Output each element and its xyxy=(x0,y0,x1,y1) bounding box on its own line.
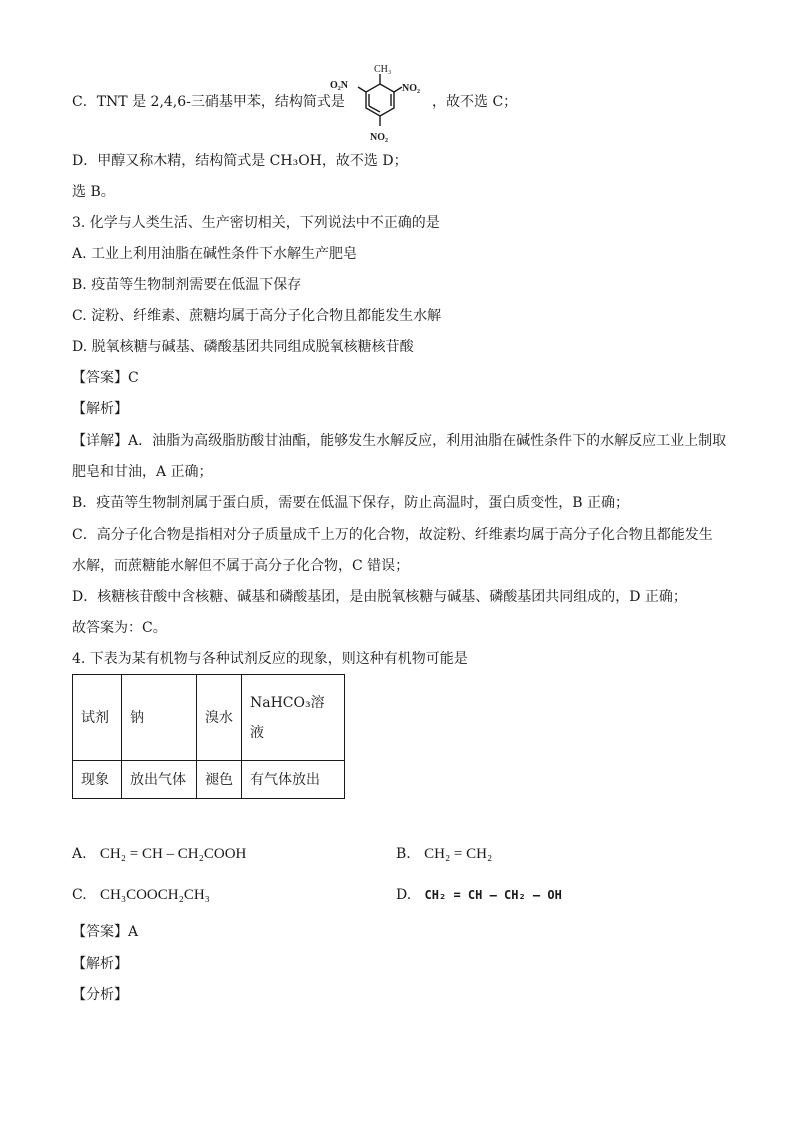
question-3-answer: 【答案】C xyxy=(72,370,139,386)
question-3-option-d: D. 脱氧核糖与碱基、磷酸基团共同组成脱氧核糖核苷酸 xyxy=(72,339,414,355)
choose-b-line: 选 B。 xyxy=(72,184,115,200)
question-3-stem: 3. 化学与人类生活、生产密切相关，下列说法中不正确的是 xyxy=(72,215,440,231)
option-c-explanation-suffix: ，故不选 C； xyxy=(432,94,518,110)
option-formula: CH₂ = CH – CH₂ – OH xyxy=(424,888,562,902)
question-3-analysis-heading: 【解析】 xyxy=(72,401,128,417)
ch3-label: CH₃ xyxy=(374,64,392,75)
table-cell: 现象 xyxy=(73,761,122,799)
question-4-option-b xyxy=(396,844,492,864)
question-3-option-b: B. 疫苗等生物制剂需要在低温下保存 xyxy=(72,277,302,293)
table-cell: 钠 xyxy=(122,675,197,761)
no2-right-label: NO₂ xyxy=(402,83,420,94)
table-cell: 放出气体 xyxy=(122,761,197,799)
option-formula: CH₂ = CH₂ xyxy=(424,846,493,862)
option-label: B. xyxy=(396,846,411,862)
benzene-ring xyxy=(366,84,394,116)
question-3-option-c: C. 淀粉、纤维素、蔗糖均属于高分子化合物且都能发生水解 xyxy=(72,308,442,324)
reaction-table xyxy=(72,674,345,799)
no2-bottom-label: NO₂ xyxy=(370,132,388,143)
detail-c-line-1: C．高分子化合物是指相对分子质量成千上万的化合物，故淀粉、纤维素均属于高分子化合物且都能发生 xyxy=(72,527,713,543)
question-3-option-a: A. 工业上利用油脂在碱性条件下水解生产肥皂 xyxy=(72,246,358,262)
detail-a-line-2: 肥皂和甘油，A 正确； xyxy=(72,464,213,480)
question-4-option-d xyxy=(396,885,562,905)
option-label: C. xyxy=(72,887,87,903)
question-4-analysis-heading: 【解析】 xyxy=(72,956,128,972)
question-4-answer: 【答案】A xyxy=(72,924,139,940)
table-cell: 溴水 xyxy=(197,675,242,761)
option-d-explanation: D．甲醇又称木精，结构简式是 CH₃OH，故不选 D； xyxy=(72,153,408,169)
detail-d-line: D．核糖核苷酸中含核糖、碱基和磷酸基团，是由脱氧核糖与碱基、磷酸基团共同组成的，D 正确； xyxy=(72,589,687,605)
table-cell-nahco3 xyxy=(242,675,345,761)
option-formula: CH₂ = CH – CH₂COOH xyxy=(99,846,247,862)
table-cell-text: NaHCO₃溶 xyxy=(250,694,325,711)
tnt-structure-diagram xyxy=(328,60,432,146)
detail-b-line: B．疫苗等生物制剂属于蛋白质，需要在低温下保存，防止高温时，蛋白质变性，B 正确； xyxy=(72,495,630,511)
option-c-explanation-prefix: C．TNT 是 2,4,6-三硝基甲苯，结构简式是 xyxy=(72,94,345,110)
table-cell: 有气体放出 xyxy=(242,761,345,799)
no2-left-label: O₂N xyxy=(330,80,348,91)
detail-c-line-2: 水解，而蔗糖能水解但不属于高分子化合物，C 错误； xyxy=(72,558,410,574)
option-formula: CH₃COOCH₂CH₃ xyxy=(100,887,210,903)
table-cell: 褪色 xyxy=(197,761,242,799)
detail-a-line-1: 【详解】A．油脂为高级脂肪酸甘油酯，能够发生水解反应，利用油脂在碱性条件下的水解反应工业上制取 xyxy=(72,433,727,449)
option-label: A. xyxy=(72,846,87,862)
table-row xyxy=(73,761,345,799)
question-4-option-c xyxy=(72,885,210,905)
question-4-stem: 4. 下表为某有机物与各种试剂反应的现象，则这种有机物可能是 xyxy=(72,651,468,667)
option-label: D. xyxy=(396,887,412,903)
conclusion-line: 故答案为：C。 xyxy=(72,620,167,636)
table-cell: 试剂 xyxy=(73,675,122,761)
table-cell-text: 液 xyxy=(250,724,264,741)
question-4-fenxi-heading: 【分析】 xyxy=(72,987,128,1003)
table-row xyxy=(73,675,345,761)
question-4-option-a xyxy=(72,844,246,864)
